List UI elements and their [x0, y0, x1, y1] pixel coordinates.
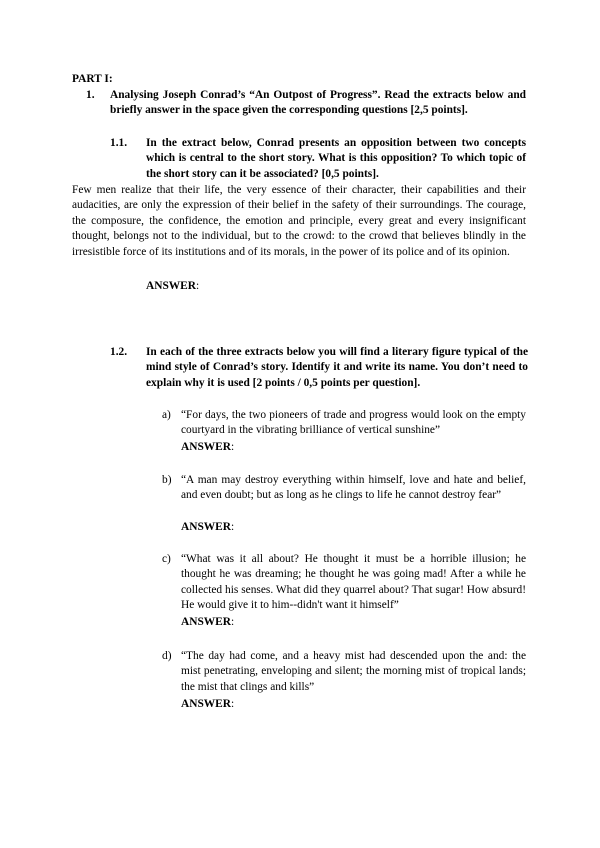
item-c-extract: “What was it all about? He thought it must be a horrible illusion; he thought he was dreaming; he thought he was going mad! After a while he collected his senses. What did they quarrel about? That sugar! How absurd! He would give it to him--didn't want it himself”: [181, 553, 526, 612]
extract-passage: Few men realize that their life, the very essence of their character, their capabilities and their audacities, are only the expression of their belief in the safety of their surroundings. The courage, the composure, the confidence, the emotion and principle, every great and every insignificant thought, belongs not to the individual, but to the crowd: to the crowd that believes blindly in the irresistible force of its institutions and of its morals, in the power of its police and of its opinion.: [72, 184, 526, 258]
part-heading: PART I:: [72, 73, 113, 85]
item-d-label: d): [162, 650, 172, 662]
answer-colon: :: [196, 280, 200, 292]
answer-colon: :: [231, 616, 235, 628]
question-1-1-text: In the extract below, Conrad presents an opposition between two concepts which is central to the short story. What is this opposition? To which topic of the short story can it be associated? [0,5 points].: [146, 137, 526, 180]
item-b-label: b): [162, 474, 172, 486]
answer-label: ANSWER: [181, 521, 232, 533]
item-a-label: a): [162, 409, 171, 421]
answer-label: ANSWER: [146, 280, 197, 292]
item-c-answer: [181, 615, 234, 630]
answer-line-1-1: [146, 279, 199, 294]
answer-label: ANSWER: [181, 441, 232, 453]
answer-label: ANSWER: [181, 616, 232, 628]
answer-colon: :: [231, 698, 235, 710]
answer-colon: :: [231, 441, 235, 453]
question-1-number: 1.: [86, 89, 95, 101]
item-b-answer: [181, 520, 234, 535]
question-1-2-text: In each of the three extracts below you will find a literary figure typical of the mind style of Conrad’s story. Identify it and write its name. You don’t need to explain why it is used [2 points / 0,5 points per question].: [146, 346, 528, 389]
item-b-extract: “A man may destroy everything within himself, love and hate and belief, and even doubt; but as long as he clings to life he cannot destroy fear”: [181, 474, 526, 502]
item-d-extract: “The day had come, and a heavy mist had descended upon the and: the mist penetrating, enveloping and silent; the morning mist of tropical lands; the mist that clings and kills”: [181, 650, 526, 693]
item-a-answer: [181, 440, 234, 455]
item-d-answer: [181, 697, 234, 712]
question-1-2-number: 1.2.: [110, 346, 128, 358]
item-c-label: c): [162, 553, 171, 565]
answer-colon: :: [231, 521, 235, 533]
question-1-text: Analysing Joseph Conrad’s “An Outpost of Progress”. Read the extracts below and briefly answer in the space given the corresponding questions [2,5 points].: [110, 89, 526, 117]
item-a-extract: “For days, the two pioneers of trade and progress would look on the empty courtyard in the vibrating brilliance of vertical sunshine”: [181, 409, 526, 437]
question-1-1-number: 1.1.: [110, 137, 128, 149]
answer-label: ANSWER: [181, 698, 232, 710]
